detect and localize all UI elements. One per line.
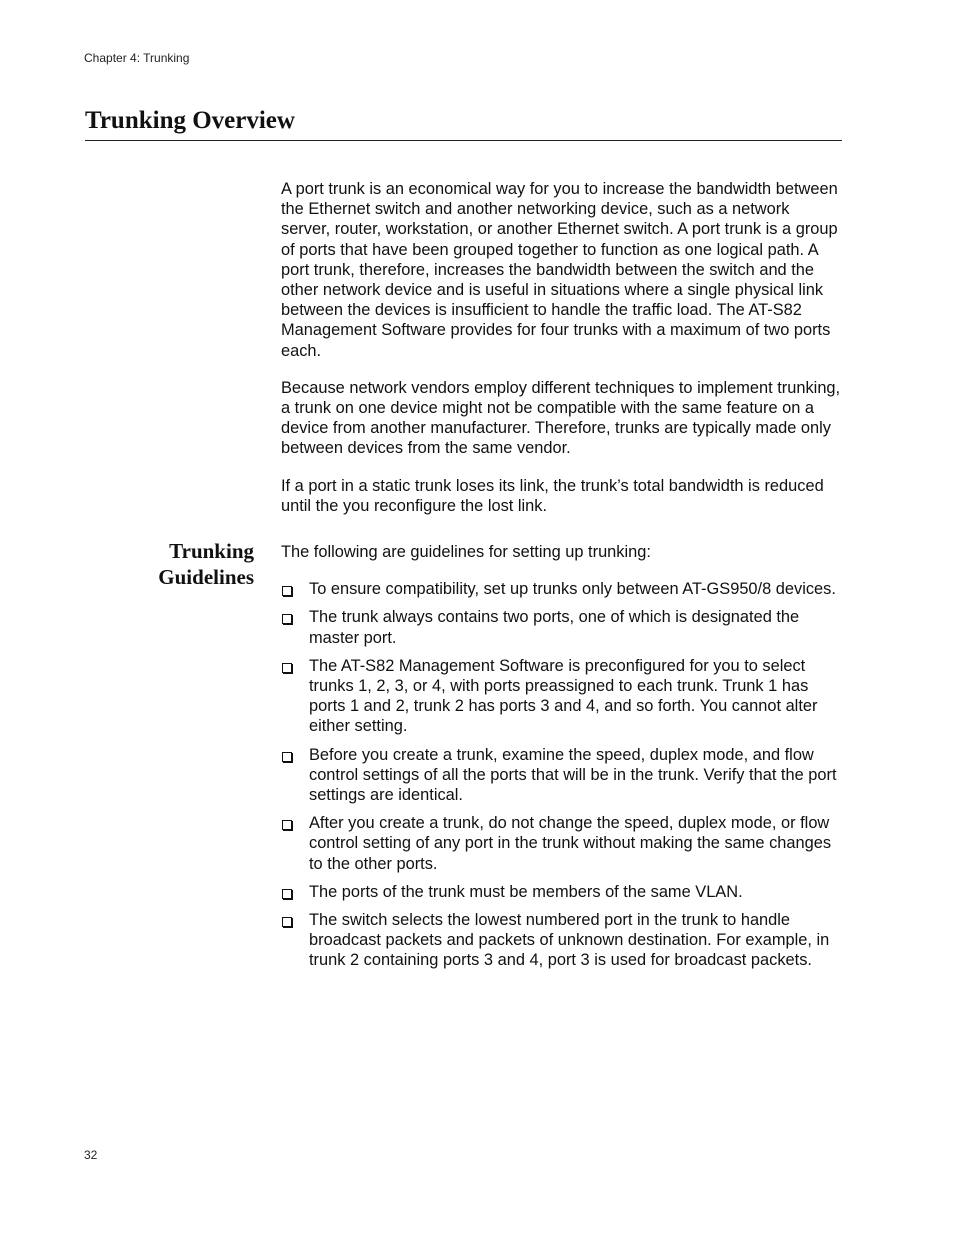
list-item-text: After you create a trunk, do not change the speed, duplex mode, or flow control setting of any port in the trunk without making the same changes to the other ports. (309, 814, 832, 873)
checkbox-square-icon (282, 663, 292, 673)
list-item-text: The ports of the trunk must be members of the same VLAN. (309, 882, 743, 901)
guidelines-heading-line1: Trunking (169, 539, 254, 563)
running-head: Chapter 4: Trunking (84, 51, 190, 65)
page-number: 32 (84, 1148, 98, 1162)
guidelines-heading (158, 538, 254, 590)
list-item (281, 813, 843, 874)
checkbox-square-icon (282, 614, 292, 624)
page-title: Trunking Overview (85, 107, 295, 134)
checkbox-square-icon (282, 752, 292, 762)
intro-paragraph: A port trunk is an economical way for you to increase the bandwidth between the Ethernet switch and another networking device, such as a network server, router, workstation, or another Ethernet switch. A port trunk is a group of ports that have been grouped together to function as one logical path. A port trunk, therefore, increases the bandwidth between the switch and the other network device and is useful in situations where a single physical link between the devices is insufficient to handle the traffic load. The AT-S82 Management Software provides for four trunks with a maximum of two ports each. (281, 180, 838, 360)
list-item-text: Before you create a trunk, examine the speed, duplex mode, and flow control settings of all the ports that will be in the trunk. Verify that the port settings are identical. (309, 745, 837, 805)
guidelines-list (281, 579, 843, 970)
list-item (281, 745, 843, 806)
checkbox-square-icon (282, 889, 292, 899)
list-item-text: The AT-S82 Management Software is preconfigured for you to select trunks 1, 2, 3, or 4, with ports preassigned to each trunk. Trunk 1 has ports 1 and 2, trunk 2 has ports 3 and 4, and so forth. You cannot alter either setting. (309, 656, 818, 736)
intro-section (281, 179, 843, 533)
list-item (281, 882, 843, 902)
list-item-text: To ensure compatibility, set up trunks only between AT-GS950/8 devices. (309, 580, 836, 599)
checkbox-square-icon (282, 820, 292, 830)
list-item-text: The trunk always contains two ports, one of which is designated the master port. (309, 608, 800, 647)
checkbox-square-icon (282, 586, 292, 596)
list-item-text: The switch selects the lowest numbered port in the trunk to handle broadcast packets and packets of unknown destination. For example, in trunk 2 containing ports 3 and 4, port 3 is used for broadcast packets. (309, 911, 830, 970)
list-item (281, 910, 843, 971)
checkbox-square-icon (282, 917, 292, 927)
list-item (281, 579, 843, 599)
guidelines-heading-line2: Guidelines (158, 565, 254, 589)
intro-paragraph: Because network vendors employ different techniques to implement trunking, a trunk on one device might not be compatible with the same feature on a device from another manufacturer. Therefore, trunks are typically made only between devices from the same vendor. (281, 378, 841, 458)
title-rule (85, 140, 842, 141)
intro-paragraph: If a port in a static trunk loses its link, the trunk’s total bandwidth is reduced until the you reconfigure the lost link. (281, 476, 824, 515)
list-item (281, 607, 843, 647)
list-item (281, 656, 843, 737)
guidelines-lead: The following are guidelines for setting up trunking: (281, 543, 651, 561)
guidelines-section (281, 542, 843, 979)
